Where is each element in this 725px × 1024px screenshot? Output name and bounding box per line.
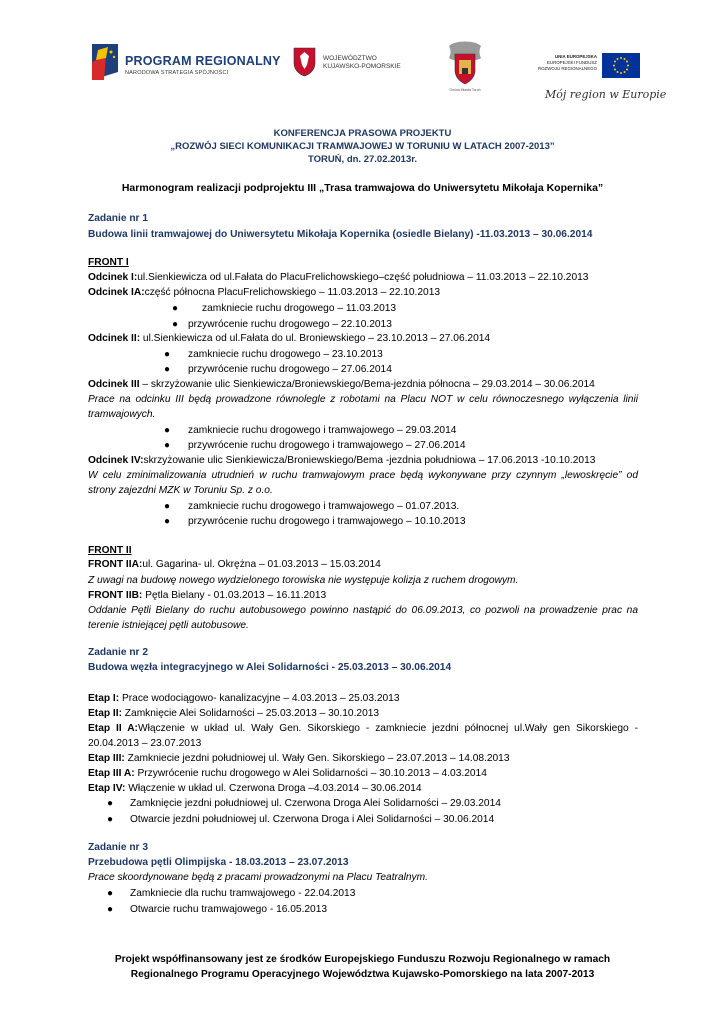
project-name: „ROZWÓJ SIECI KOMUNIKACJI TRAMWAJOWEJ W TORUNIU W LATACH 2007-2013” [170,141,555,152]
front2a-text: ul. Gagarina- ul. Okrężna – 01.03.2013 – 15.03.2014 [142,559,381,570]
slogan: Mój region w Europie [545,88,667,101]
etap-2a [88,721,638,751]
date-line: TORUŃ, dn. 27.02.2013r. [307,154,418,165]
odcinek-4-bullet1: zamkniecie ruchu drogowego i tramwajowego – 01.07.2013. [188,501,460,512]
odcinek-4-note: W celu zminimalizowania utrudnień w ruchu tramwajowym prace będą wykonywane przy czynnym „lewoskręcie” od strony zajezdni MZK w Toruniu Sp. z o.o. [88,470,638,496]
etap-4-label: Etap IV: [88,783,126,794]
etap-3a-text: Przywrócenie ruchu drogowego w Alei Solidarności – 30.10.2013 – 4.03.2014 [134,768,487,779]
front1-heading: FRONT I [88,257,129,268]
eu-line1: UNIA EUROPEJSKA [554,54,597,59]
odcinek-1a-bullet2: przywrócenie ruchu drogowego – 22.10.2013 [188,319,392,330]
etap-2-text: Zamknięcie Alei Solidarności – 25.03.2013 – 30.10.2013 [121,708,380,719]
voivodeship-shield-icon [293,47,316,77]
footer [60,952,665,982]
wojewodztwo-logo [293,47,413,87]
eu-flag-icon [602,53,640,78]
odcinek-3-text: – skrzyżowanie ulic Sienkiewicza/Broniewskiego/Bema-jezdnia północna – 29.03.2014 – 30.06.2014 [139,379,595,390]
eu-line2: EUROPEJSKI FUNDUSZ [546,60,597,65]
bullet-icon: ● [172,303,179,314]
torun-coat-of-arms [445,40,485,92]
etap-2-label: Etap II: [88,708,122,719]
logo-bar [0,0,725,115]
odcinek-1a [88,286,440,300]
program-regionalny-logo [88,42,281,82]
wojewodztwo-line1: WOJEWÓDZTWO [323,55,377,62]
task1-name: Budowa linii tramwajowej do Uniwersytetu Mikołaja Kopernika (osiedle Bielany) -11.03.2013 – 30.06.2014 [88,229,593,240]
bullet-icon: ● [164,440,171,451]
etap-3-label: Etap III: [88,753,125,764]
task3-label: Zadanie nr 3 [88,842,149,853]
eu-text [535,54,597,72]
odcinek-2-bullet1: zamkniecie ruchu drogowego – 23.10.2013 [188,349,383,360]
task1-label: Zadanie nr 1 [88,213,149,224]
front2b [88,589,326,603]
bullet-icon: ● [164,501,171,512]
bullet-icon: ● [164,364,171,375]
front2b-text: Pętla Bielany - 01.03.2013 – 16.11.2013 [142,590,327,601]
odcinek-1a-text: część północna PlacuFrelichowskiego – 11.03.2013 – 22.10.2013 [144,287,441,298]
etap-4 [88,782,422,796]
task2-bullet1: Zamknięcie jezdni południowej ul. Czerwona Droga Alei Solidarności – 29.03.2014 [130,798,501,809]
odcinek-2-bullet2: przywrócenie ruchu drogowego – 27.06.2014 [188,364,392,375]
page-title: Harmonogram realizacji podprojektu III „Trasa tramwajowa do Uniwersytetu Mikołaja Kopernika” [121,182,604,194]
etap-3a-label: Etap III A: [88,768,135,779]
odcinek-4-label: Odcinek IV: [88,455,144,466]
bullet-icon: ● [164,349,171,360]
footer-line1: Projekt współfinansowany jest ze środków Europejskiego Funduszu Rozwoju Regionalnego w ramach [114,954,611,965]
task2-bullet2: Otwarcie jezdni południowej ul. Czerwona Droga i Alei Solidarności – 30.06.2014 [130,814,495,825]
footer-line2: Regionalnego Programu Operacyjnego Województwa Kujawsko-Pomorskiego na lata 2007-2013 [130,969,595,980]
bullet-icon: ● [164,516,171,527]
odcinek-4-bullet2: przywrócenie ruchu drogowego i tramwajowego – 10.10.2013 [188,516,466,527]
etap-2a-text: Włączenie w układ ul. Wały Gen. Sikorskiego - zamkniecie jezdni północnej ul.Wały gen Sikorskiego - 20.04.2013 – 23.07.2013 [88,723,638,749]
bullet-icon: ● [107,904,114,915]
odcinek-2-label: Odcinek II: [88,333,141,344]
bullet-icon: ● [107,798,114,809]
odcinek-2-text: ul.Sienkiewicza od ul.Fałata do ul. Broniewskiego – 23.10.2013 – 27.06.2014 [140,333,491,344]
task2-label: Zadanie nr 2 [88,647,149,658]
odcinek-3-bullet2: przywrócenie ruchu drogowego i tramwajowego – 27.06.2014 [188,440,466,451]
etap-3a [88,767,487,781]
etap-1 [88,692,400,706]
odcinek-3 [88,378,595,392]
front2a-note: Z uwagi na budowę nowego wydzielonego torowiska nie występuje kolizja z ruchem drogowym. [88,575,519,586]
front2a [88,558,381,572]
front2b-label: FRONT IIB: [88,590,143,601]
task3-note: Prace skoordynowane będą z pracami prowadzonymi na Placu Teatralnym. [88,872,428,883]
etap-1-text: Prace wodociągowo- kanalizacyjne – 4.03.2013 – 25.03.2013 [119,693,400,704]
bullet-icon: ● [164,425,171,436]
odcinek-1a-label: Odcinek IA: [88,287,145,298]
eu-line3: ROZWOJU REGIONALNEGO [537,66,597,71]
odcinek-3-bullet1: zamkniecie ruchu drogowego i tramwajowego – 29.03.2014 [188,425,457,436]
front2a-label: FRONT IIA: [88,559,143,570]
bullet-icon: ● [107,888,114,899]
etap-1-label: Etap I: [88,693,120,704]
task3-name: Przebudowa pętli Olimpijska - 18.03.2013 – 23.07.2013 [88,857,349,868]
torun-caption: Gmina Miasta Toruń [449,88,481,92]
front2b-note: Oddanie Pętli Bielany do ruchu autobusowego powinno nastąpić do 06.09.2013, co pozwoli na prowadzenie prac na terenie istniejącej pętli autobusowe. [88,605,638,631]
odcinek-2 [88,332,490,346]
wojewodztwo-text [323,55,401,71]
eu-logo [535,53,645,83]
etap-3 [88,752,510,766]
task2-name: Budowa węzła integracyjnego w Alei Solidarności - 25.03.2013 – 30.06.2014 [88,662,452,673]
wojewodztwo-line2: KUJAWSKO-POMORSKIE [323,63,401,70]
program-subtitle: NARODOWA STRATEGIA SPÓJNOŚCI [125,70,229,76]
conference-line: KONFERENCJA PRASOWA PROJEKTU [273,128,452,139]
program-flag-icon [88,42,120,82]
odcinek-1-label: Odcinek I: [88,272,138,283]
task3-bullet1: Zamkniecie dla ruchu tramwajowego - 22.04.2013 [130,888,356,899]
etap-4-text: Włączenie w układ ul. Czerwona Droga –4.03.2014 – 30.06.2014 [125,783,422,794]
torun-crest-icon [445,40,485,86]
odcinek-3-label: Odcinek III [88,379,140,390]
bullet-icon: ● [172,319,179,330]
odcinek-1a-bullet1: zamkniecie ruchu drogowego – 11.03.2013 [202,303,397,314]
etap-2 [88,707,379,721]
etap-3-text: Zamkniecie jezdni południowej ul. Wały Gen. Sikorskiego – 23.07.2013 – 14.08.2013 [124,753,510,764]
etap-2a-label: Etap II A: [88,723,138,734]
bullet-icon: ● [107,814,114,825]
odcinek-4-text: skrzyżowanie ulic Sienkiewicza/Broniewskiego/Bema -jezdnia południowa – 17.06.2013 -10.10.2013 [143,455,596,466]
odcinek-1 [88,271,588,285]
odcinek-3-note: Prace na odcinku III będą prowadzone równolegle z robotami na Placu NOT w celu równoczesnego wyłączenia linii tramwajowych. [88,394,638,420]
front2-heading: FRONT II [88,545,132,556]
task3-bullet2: Otwarcie ruchu tramwajowego - 16.05.2013 [130,904,328,915]
odcinek-1-text: ul.Sienkiewicza od ul.Fałata do PlacuFrelichowskiego–część południowa – 11.03.2013 – 22.10.2013 [137,272,589,283]
program-title: PROGRAM REGIONALNY [125,54,281,68]
odcinek-4 [88,454,595,468]
